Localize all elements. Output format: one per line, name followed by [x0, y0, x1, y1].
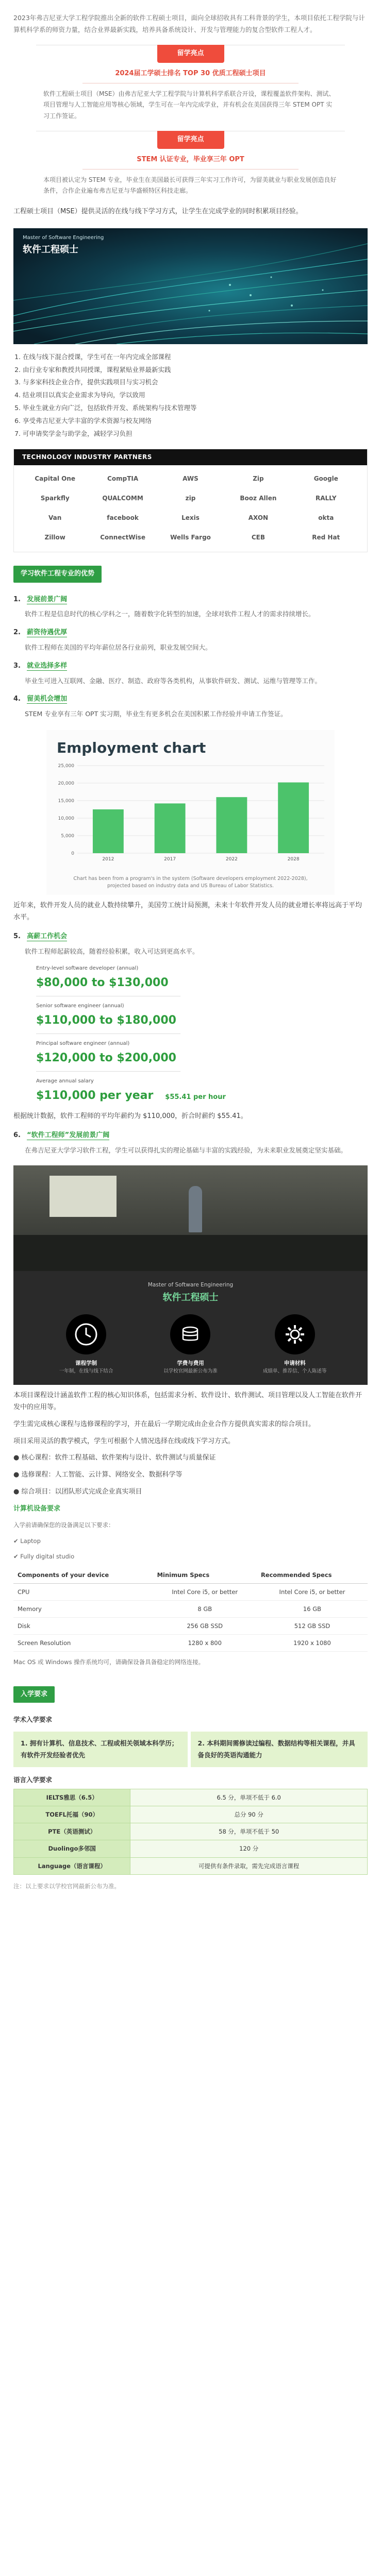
divider	[36, 1071, 180, 1072]
partner-logo: okta	[318, 514, 334, 522]
banner-title: 软件工程硕士	[23, 244, 78, 255]
partner-logo: ConnectWise	[100, 534, 145, 541]
table-cell: Screen Resolution	[13, 1635, 153, 1652]
salary-value: $120,000 to $200,000	[36, 1051, 176, 1064]
y-tick-label: 15,000	[58, 799, 74, 804]
outlook-item	[13, 1130, 368, 1156]
req-box: 1. 拥有计算机、信息技术、工程或相关领域本科学历；有软件开发经验者优先	[13, 1732, 188, 1767]
program-banner	[13, 228, 368, 344]
fact-item	[50, 1314, 122, 1375]
partner-logo: AWS	[183, 475, 198, 483]
table-row	[13, 1618, 368, 1635]
x-tick-label: 2017	[164, 857, 176, 862]
bar-2022	[216, 797, 247, 853]
facts-title: 软件工程硕士	[162, 1292, 219, 1303]
lecturer-figure	[189, 1186, 202, 1232]
salary-label: Entry-level software developer (annual)	[36, 965, 139, 972]
highlight-card-1	[36, 45, 345, 122]
bar-2028	[278, 783, 309, 853]
table-cell: PTE（英语测试）	[14, 1823, 130, 1840]
check-item: ✔ Fully digital studio	[13, 1552, 75, 1560]
salary-label: Senior software engineer (annual)	[36, 1003, 124, 1009]
computer-note: Mac OS 或 Windows 操作系统均可，请确保设备具备稳定的网络连接。	[13, 1658, 205, 1666]
bar-2012	[93, 809, 124, 853]
table-cell: TOEFL托福（90）	[14, 1806, 130, 1823]
section-heading: 入学要求	[13, 1686, 55, 1703]
partner-logo: Red Hat	[312, 534, 340, 541]
table-cell: 16 GB	[257, 1601, 368, 1618]
item-number: 1.	[13, 595, 21, 603]
partner-logo: Lexis	[181, 514, 200, 522]
bar-chart	[46, 760, 335, 869]
table-row	[13, 1583, 368, 1600]
classroom-photo	[13, 1165, 368, 1271]
language-req-title: 语言入学要求	[13, 1776, 53, 1784]
bullet-text: 选修课程：人工智能、云计算、网络安全、数据科学等	[21, 1471, 183, 1479]
item-title: 薪资待遇优厚	[27, 629, 68, 637]
partner-logo: Google	[313, 475, 338, 483]
partner-logo: AXON	[248, 514, 269, 522]
item-number: 4.	[13, 695, 21, 703]
y-tick-label: 10,000	[58, 816, 74, 822]
table-cell: 58 分，单项不低于 50	[130, 1823, 368, 1840]
table-cell: 1920 x 1080	[257, 1635, 368, 1652]
item-body: 软件工程师起薪较高，随着经验积累，收入可达到更高水平。	[25, 947, 199, 955]
table-header	[13, 1567, 368, 1584]
item-number: 3.	[13, 662, 21, 670]
advantage-item	[13, 693, 368, 720]
divider	[82, 169, 299, 170]
table-cell: 6.5 分，单项不低于 6.0	[130, 1789, 368, 1806]
salary-value: $110,000 to $180,000	[36, 1013, 176, 1027]
item-body: STEM 专业享有三年 OPT 实习期，毕业生有更多机会在美国积累工作经验并申请工作签证。	[25, 710, 287, 718]
check-text: Laptop	[20, 1537, 41, 1545]
item-body: 在弗吉尼亚大学学习软件工程，学生可以获得扎实的理论基础与丰富的实践经验，为未来职业发展奠定坚实基础。	[25, 1146, 347, 1154]
item-title: 就业选择多样	[27, 662, 68, 670]
bullet-text: 核心课程：软件工程基础、软件架构与设计、软件测试与质量保证	[21, 1454, 216, 1462]
projector-screen	[49, 1176, 117, 1217]
fact-title: 学费与费用	[177, 1360, 204, 1366]
table-row	[13, 1635, 368, 1652]
table-cell: Memory	[13, 1601, 153, 1618]
table-cell: 1280 x 800	[153, 1635, 257, 1652]
card-badge: 留学亮点	[157, 45, 224, 63]
list-item: 6. 享受弗吉尼亚大学丰富的学术资源与校友网络	[23, 415, 381, 427]
card-badge: 留学亮点	[157, 131, 224, 149]
table-cell: 120 分	[130, 1840, 368, 1857]
item-body: 软件工程师在美国的平均年薪位居各行业前列，职业发展空间大。	[25, 643, 212, 651]
table-cell: 可提供有条件录取，需先完成语言课程	[130, 1857, 368, 1874]
item-title: 发展前景广阔	[27, 595, 68, 603]
item-title: “软件工程师”发展前景广阔	[27, 1131, 110, 1140]
list-item: 2. 由行业专家和教授共同授课，课程紧贴业界最新实践	[23, 364, 381, 376]
chart-title: Employment chart	[57, 739, 206, 757]
x-tick-label: 2012	[102, 857, 114, 862]
partner-logo: CompTIA	[107, 475, 139, 483]
column-header: Minimum Specs	[153, 1567, 257, 1584]
partner-logo: Wells Fargo	[170, 534, 211, 541]
partner-logo: facebook	[107, 514, 139, 522]
item-number: 2.	[13, 629, 21, 637]
table-row	[14, 1789, 368, 1806]
advantage-item	[13, 594, 368, 620]
table-cell: Intel Core i5, or better	[153, 1583, 257, 1600]
computer-title	[13, 1503, 368, 1515]
chart-caption: Chart has been from a program's in the system (Software developers employment 2022-2028), projected based on industry data and US Bureau of Labor Statistics.	[73, 875, 308, 889]
partner-logo: RALLY	[315, 495, 337, 502]
curriculum-paragraph: 本项目课程设计涵盖软件工程的核心知识体系，包括需求分析、软件设计、软件测试、项目管理以及人工智能在软件开发中的应用等。	[13, 1392, 362, 1412]
item-title: 高薪工作机会	[27, 932, 68, 940]
partner-logo: zip	[185, 495, 196, 502]
table-cell: IELTS雅思（6.5）	[14, 1789, 130, 1806]
computer-subtitle: 入学前请确保您的设备满足以下要求：	[13, 1521, 114, 1529]
partner-logo: Van	[48, 514, 62, 522]
table-row	[14, 1823, 368, 1840]
table-cell: Duolingo多邻国	[14, 1840, 130, 1857]
table-row	[13, 1601, 368, 1618]
req-box: 2. 本科期间需修读过编程、数据结构等相关课程，并具备良好的英语沟通能力	[191, 1732, 368, 1767]
footnote: 注：以上要求以学校官网最新公布为准。	[13, 1882, 120, 1890]
program-facts	[13, 1271, 368, 1385]
table-row	[14, 1857, 368, 1874]
salary-list	[36, 964, 381, 1106]
table-cell: CPU	[13, 1583, 153, 1600]
item-number: 6.	[13, 1131, 21, 1140]
intro-paragraph: 2023年弗吉尼亚大学工程学院推出全新的软件工程硕士项目，面向全球招收具有工科背景的学生，本项目依托工程学院与计算机科学系的师资力量，结合业界最新实践，培养具备系统设计、开发与管理能力的复合型软件工程人才。	[13, 14, 365, 33]
partner-logo: Zillow	[44, 534, 65, 541]
table-row	[14, 1840, 368, 1857]
clock-icon	[66, 1314, 106, 1354]
list-item: 5. 毕业生就业方向广泛，包括软件开发、系统架构与技术管理等	[23, 402, 381, 414]
partner-logo: Sparkfly	[40, 495, 70, 502]
partner-logo: CEB	[251, 534, 265, 541]
table-cell: Language（语言课程）	[14, 1857, 130, 1874]
check-item: ✔ Laptop	[13, 1537, 41, 1545]
x-tick-label: 2028	[287, 857, 300, 862]
y-tick-label: 0	[71, 851, 74, 857]
list-item: 3. 与多家科技企业合作，提供实践项目与实习机会	[23, 377, 381, 388]
curriculum-bullet: ● 综合项目：以团队形式完成企业真实项目	[13, 1487, 142, 1496]
check-text: Fully digital studio	[20, 1552, 75, 1560]
salary-hour: $55.41 per hour	[165, 1093, 226, 1101]
salary-item	[13, 931, 368, 957]
intro-section	[0, 0, 381, 36]
partners-title: TECHNOLOGY INDUSTRY PARTNERS	[14, 449, 367, 465]
column-header: Recommended Specs	[257, 1567, 368, 1584]
partner-logo: QUALCOMM	[102, 495, 143, 502]
bar-2017	[155, 804, 186, 854]
partner-logo: Zip	[253, 475, 264, 483]
facts-subtitle: Master of Software Engineering	[147, 1281, 234, 1288]
column-header: Components of your device	[13, 1567, 153, 1584]
list-item: 4. 结业项目以真实企业需求为导向，学以致用	[23, 389, 381, 401]
computer-title-text: 计算机设备要求	[13, 1504, 61, 1513]
advantage-item	[13, 627, 368, 653]
y-tick-label: 25,000	[58, 764, 74, 769]
table-cell: Disk	[13, 1618, 153, 1635]
fact-text: 成绩单、推荐信、个人陈述等	[263, 1368, 327, 1375]
table-cell: 总分 90 分	[130, 1806, 368, 1823]
academic-req-title: 学术入学要求	[13, 1716, 53, 1724]
y-tick-label: 20,000	[58, 781, 74, 787]
salary-year: $110,000 per year	[36, 1089, 154, 1102]
x-tick-label: 2022	[225, 857, 238, 862]
gear-icon	[275, 1314, 315, 1354]
banner-subtitle: Master of Software Engineering	[23, 234, 104, 241]
table-cell: 256 GB SSD	[153, 1618, 257, 1635]
employment-chart	[46, 730, 335, 895]
specs-table	[13, 1567, 368, 1652]
language-table	[13, 1789, 368, 1875]
partner-logos	[13, 449, 368, 552]
card-body: 软件工程硕士项目（MSE）由弗吉尼亚大学工程学院与计算机科学系联合开设，课程覆盖软件架构、测试、项目管理与人工智能应用等核心领域，学生可在一年内完成学业，并有机会在美国获得三年 STEM OPT 实习工作签证。	[43, 90, 335, 120]
salary-value: $80,000 to $130,000	[36, 976, 169, 989]
card-title: 2024届工学硕士排名 TOP 30 优质工程硕士项目	[115, 69, 266, 77]
salary-label: Principal software engineer (annual)	[36, 1041, 130, 1047]
partner-logo: Capital One	[35, 475, 75, 483]
section-heading: 学习软件工程专业的优势	[13, 566, 102, 583]
curriculum-paragraph: 项目采用灵活的教学模式，学生可根据个人情况选择在线或线下学习方式。	[13, 1437, 235, 1445]
table-cell: 8 GB	[153, 1601, 257, 1618]
bullet-text: 综合项目：以团队形式完成企业真实项目	[21, 1487, 142, 1496]
table-cell: 512 GB SSD	[257, 1618, 368, 1635]
fact-title: 申请材料	[284, 1360, 306, 1366]
chart-paragraph: 近年来，软件开发人员的就业人数持续攀升，美国劳工统计局预测，未来十年软件开发人员的就业增长率将远高于平均水平。	[13, 902, 362, 922]
fact-title: 课程学制	[75, 1360, 97, 1366]
fact-text: 以学校官网最新公布为准	[163, 1368, 218, 1375]
divider	[36, 1033, 180, 1034]
academic-req-boxes	[13, 1732, 368, 1767]
item-body: 毕业生可进入互联网、金融、医疗、制造、政府等各类机构，从事软件研发、测试、运维与管理等工作。	[25, 676, 322, 685]
item-body: 软件工程是信息时代的核心学科之一，随着数字化转型的加速，全球对软件工程人才的需求持续增长。	[25, 610, 315, 618]
fact-text: 一年制，在线与线下结合	[59, 1368, 113, 1375]
coins-icon	[170, 1314, 210, 1354]
fact-item	[259, 1314, 331, 1375]
highlight-card-2	[36, 131, 345, 197]
partner-logo: Booz Allen	[240, 495, 277, 502]
item-number: 5.	[13, 932, 21, 940]
salary-text: 根据统计数据，软件工程师的平均年薪约为 $110,000，折合时薪约 $55.41。	[13, 1112, 247, 1121]
card-body: 本项目被认定为 STEM 专业，毕业生在美国最长可获得三年实习工作许可，为留美就业与职业发展创造良好条件，合作企业遍布弗吉尼亚与华盛顿特区科技走廊。	[43, 176, 337, 195]
salary-label: Average annual salary	[36, 1078, 94, 1084]
card-title: STEM 认证专业，毕业享三年 OPT	[137, 156, 244, 164]
salary-value	[36, 1086, 381, 1106]
fact-item	[154, 1314, 226, 1375]
curriculum-paragraph: 学生需完成核心课程与选修课程的学习，并在最后一学期完成由企业合作方提供真实需求的综合项目。	[13, 1420, 316, 1428]
advantage-item	[13, 660, 368, 687]
y-tick-label: 5,000	[61, 834, 74, 839]
mid-paragraph: 工程硕士项目（MSE）提供灵活的在线与线下学习方式，让学生在完成学业的同时积累项目经验。	[13, 207, 303, 215]
desk-row	[13, 1235, 368, 1271]
feature-list	[23, 351, 381, 439]
curriculum-bullet: ● 选修课程：人工智能、云计算、网络安全、数据科学等	[13, 1471, 183, 1479]
item-title: 留美机会增加	[27, 695, 68, 703]
list-item: 1. 在线与线下混合授课，学生可在一年内完成全部课程	[23, 351, 381, 363]
list-item: 7. 可申请奖学金与助学金，减轻学习负担	[23, 428, 381, 439]
table-row	[14, 1806, 368, 1823]
curriculum-bullet: ● 核心课程：软件工程基础、软件架构与设计、软件测试与质量保证	[13, 1454, 216, 1462]
table-cell: Intel Core i5, or better	[257, 1583, 368, 1600]
